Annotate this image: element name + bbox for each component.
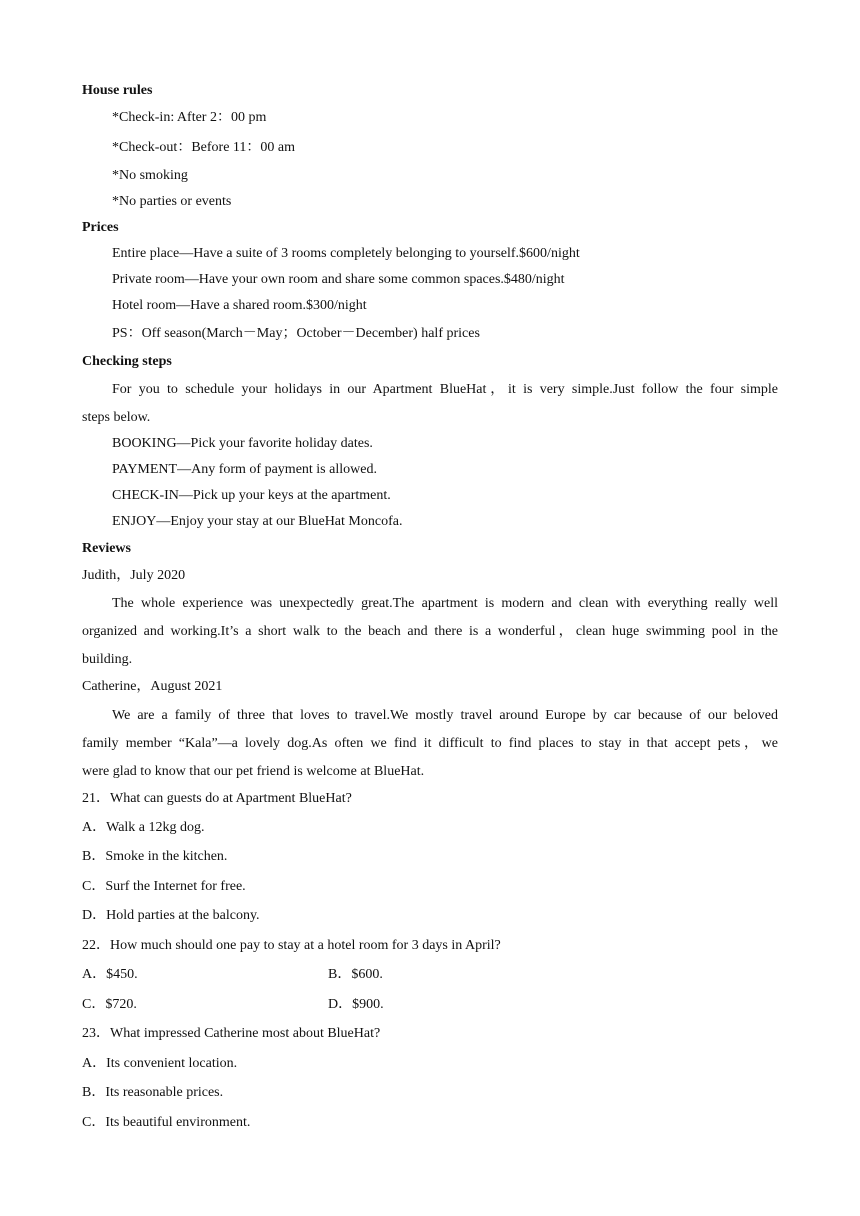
step-check-in: CHECK-IN—Pick up your keys at the apartment. bbox=[112, 488, 391, 503]
step-booking: BOOKING—Pick your favorite holiday dates. bbox=[112, 436, 373, 451]
question-21-option-a: A．Walk a 12kg dog. bbox=[82, 820, 205, 835]
review-text-line: We are a family of three that loves to travel.We mostly travel around Europe by car because of our beloved bbox=[112, 708, 778, 723]
checking-steps-heading: Checking steps bbox=[82, 354, 172, 369]
question-22-option-b: B．$600. bbox=[328, 967, 383, 982]
house-rule-no-parties: *No parties or events bbox=[112, 194, 232, 209]
house-rule-no-smoking: *No smoking bbox=[112, 168, 188, 183]
reviews-heading: Reviews bbox=[82, 541, 131, 556]
question-22-stem: 22．How much should one pay to stay at a hotel room for 3 days in April? bbox=[82, 938, 501, 953]
question-23-option-a: A．Its convenient location. bbox=[82, 1056, 238, 1071]
review-text-line: organized and working.It’s a short walk to the beach and there is a wonderful，clean huge swimming pool in the bbox=[82, 624, 778, 639]
price-off-season-note: PS：Off season(March－May；October－December) half prices bbox=[112, 326, 480, 341]
price-private-room: Private room—Have your own room and share some common spaces.$480/night bbox=[112, 272, 565, 287]
question-23-option-b: B．Its reasonable prices. bbox=[82, 1085, 224, 1100]
step-enjoy: ENJOY—Enjoy your stay at our BlueHat Moncofa. bbox=[112, 514, 403, 529]
review-author: Judith，July 2020 bbox=[82, 568, 186, 583]
review-author: Catherine，August 2021 bbox=[82, 679, 223, 694]
house-rules-heading: House rules bbox=[82, 83, 153, 98]
question-23-stem: 23．What impressed Catherine most about BlueHat? bbox=[82, 1026, 381, 1041]
review-text-line: were glad to know that our pet friend is welcome at BlueHat. bbox=[82, 764, 425, 779]
price-entire-place: Entire place—Have a suite of 3 rooms completely belonging to yourself.$600/night bbox=[112, 246, 580, 261]
question-21-option-d: D．Hold parties at the balcony. bbox=[82, 908, 260, 923]
price-hotel-room: Hotel room—Have a shared room.$300/night bbox=[112, 298, 367, 313]
question-22-option-a: A．$450. bbox=[82, 967, 138, 982]
prices-heading: Prices bbox=[82, 220, 119, 235]
house-rule-checkout: *Check-out：Before 11：00 am bbox=[112, 140, 295, 155]
house-rule-checkin: *Check-in: After 2：00 pm bbox=[112, 110, 267, 125]
review-text-line: building. bbox=[82, 652, 133, 667]
checking-steps-intro-line: steps below. bbox=[82, 410, 151, 425]
question-22-option-c: C．$720. bbox=[82, 997, 137, 1012]
checking-steps-intro-line: For you to schedule your holidays in our Apartment BlueHat，it is very simple.Just follow the four simple bbox=[112, 382, 778, 397]
question-23-option-c: C．Its beautiful environment. bbox=[82, 1115, 251, 1130]
question-21-option-b: B．Smoke in the kitchen. bbox=[82, 849, 228, 864]
step-payment: PAYMENT—Any form of payment is allowed. bbox=[112, 462, 377, 477]
question-22-option-d: D．$900. bbox=[328, 997, 384, 1012]
review-text-line: family member “Kala”—a lovely dog.As often we find it difficult to find places to stay in that accept pets，we bbox=[82, 736, 778, 751]
review-text-line: The whole experience was unexpectedly great.The apartment is modern and clean with everything really well bbox=[112, 596, 778, 611]
question-21-stem: 21．What can guests do at Apartment BlueHat? bbox=[82, 791, 352, 806]
question-21-option-c: C．Surf the Internet for free. bbox=[82, 879, 246, 894]
